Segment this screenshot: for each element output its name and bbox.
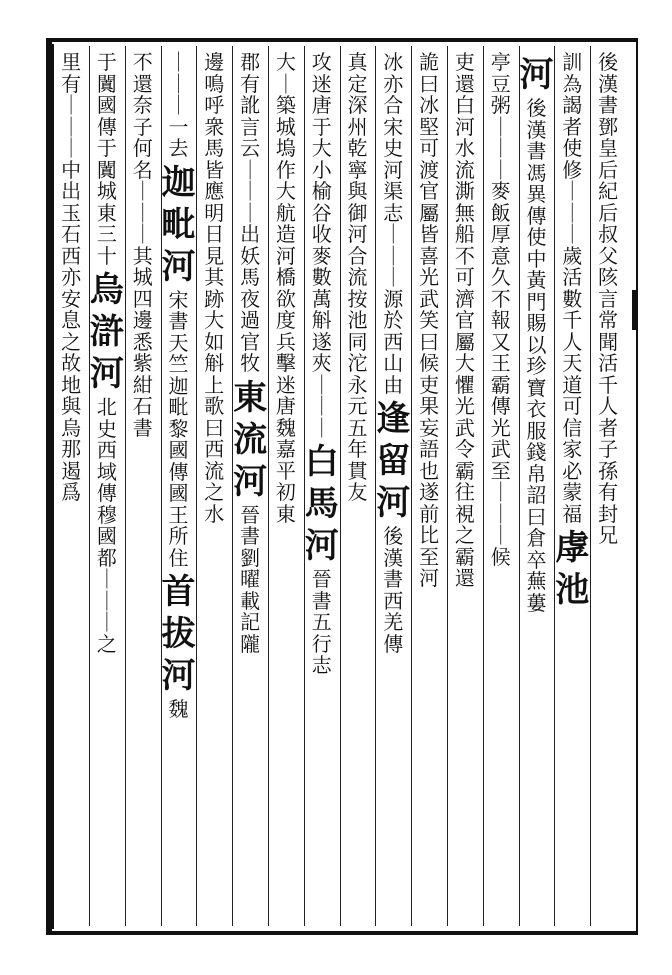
text-column xyxy=(408,52,450,590)
text-segment: 後 漢 書 西 羌 傳 xyxy=(383,524,404,656)
column-rule xyxy=(89,46,90,926)
text-segment: 不 還 奈 子 何 xyxy=(132,50,153,160)
text-segment: 宋 書 天 竺 迦 毗 黎 國 傳 國 王 所 住 xyxy=(168,287,189,570)
column-rule xyxy=(125,46,126,926)
text-segment: 後 漢 書 馮 異 傳 使 中 黃 門 賜 以 珍 寶 衣 服 錢 帛 詔 曰 倉 卒 蕪 蔞 xyxy=(526,96,547,615)
column-rule xyxy=(411,46,412,926)
text-column xyxy=(516,52,558,614)
text-column xyxy=(265,52,307,525)
column-rule xyxy=(304,46,305,926)
text-segment: 北 史 西 域 傳 穆 國 都 ｜ ｜ ｜ 之 xyxy=(96,395,117,656)
text-segment: 攻 迷 唐 于 大 小 榆 谷 收 麥 數 萬 斛 遂 夾 ｜ ｜ ｜ xyxy=(311,50,332,440)
column-rule xyxy=(590,46,591,926)
text-segment: 里 有 ｜ ｜ ｜ 中 出 玉 石 xyxy=(61,50,82,246)
text-column xyxy=(551,52,593,613)
text-segment: 西 亦 安 息 之 故 地 與 烏 那 遏 爲 xyxy=(61,243,82,504)
text-segment: 亭 豆 粥 ｜ ｜ ｜ 麥 飯 厚 意 久 不 報 又 王 霸 傳 光 武 至 ｜ ｜ ｜ 候 xyxy=(490,50,511,569)
column-rule xyxy=(196,46,197,926)
text-segment: 晉 書 五 行 志 xyxy=(311,567,332,677)
text-segment: 大 ｜ 築 城 塢 作 大 航 造 河 橋 欲 度 兵 擊 迷 唐 xyxy=(275,50,296,418)
text-column xyxy=(229,52,271,655)
text-segment: 後 漢 書 鄧 皇 后 紀 后 叔 父 陔 言 常 聞 活 千 人 者 子 孫 有 封 兄 xyxy=(598,50,619,547)
entry-heading: 迦 毗 河 xyxy=(161,162,196,287)
column-rule xyxy=(232,46,233,926)
text-column xyxy=(587,52,629,547)
text-segment: 上 歌 曰 西 流 之 水 xyxy=(204,372,225,526)
text-column xyxy=(122,52,164,439)
entry-heading: 白 馬 河 xyxy=(304,442,339,566)
text-segment: 邊 鳴 呼 衆 馬 皆 應 明 日 見 其 跡 大 如 斛 xyxy=(204,50,225,375)
column-rule xyxy=(161,46,162,926)
entry-heading: 河 xyxy=(519,55,554,95)
text-column xyxy=(158,52,200,721)
text-segment: 魏 xyxy=(168,697,189,721)
text-column xyxy=(86,52,128,655)
column-rule xyxy=(268,46,269,926)
text-segment: 郡 有 訛 言 云 ｜ ｜ ｜ 出 妖 馬 夜 過 官 牧 xyxy=(240,50,261,375)
column-rule xyxy=(447,46,448,926)
text-segment: 真 定 深 州 乾 寧 與 御 河 合 流 按 池 同 沱 xyxy=(347,50,368,375)
text-segment: 吏 還 白 河 水 流 澌 無 船 不 可 濟 官 屬 大 懼 光 武 令 霸 往 視 之 霸 還 xyxy=(454,50,475,590)
column-rule xyxy=(375,46,376,926)
text-segment: 于 闐 國 傳 于 闐 城 東 三 十 xyxy=(96,50,117,268)
column-rule xyxy=(340,46,341,926)
text-column xyxy=(480,52,522,568)
entry-heading: 東 流 河 xyxy=(233,377,268,502)
text-column xyxy=(50,52,92,504)
text-column xyxy=(301,52,343,677)
text-column xyxy=(444,52,486,590)
text-column xyxy=(337,52,379,504)
text-segment: 魏 嘉 平 初 東 xyxy=(275,415,296,526)
text-segment: 冰 亦 合 宋 史 河 渠 志 ｜ ｜ ｜ 源 於 西 山 由 xyxy=(383,50,404,397)
column-rule xyxy=(554,46,555,926)
text-segment: 名 ｜ ｜ ｜ 其 城 四 邊 悉 紫 紺 石 xyxy=(132,157,153,418)
text-segment: ｜ ｜ ｜ 一 去 xyxy=(168,50,189,160)
entry-heading: 烏 滸 河 xyxy=(89,270,124,394)
binding-edge-mark xyxy=(632,290,638,330)
entry-heading: 逢 留 河 xyxy=(376,399,411,523)
text-column xyxy=(193,52,235,525)
text-segment: 書 xyxy=(132,415,153,440)
text-column xyxy=(372,52,414,655)
text-segment: 永 元 五 年 貫 友 xyxy=(347,372,368,504)
column-rule xyxy=(519,46,520,926)
text-segment: 詭 曰 冰 堅 可 渡 官 屬 皆 喜 光 武 笑 曰 候 吏 果 妄 語 也 遂 前 比 至 河 xyxy=(419,50,440,590)
entry-heading: 首 拔 河 xyxy=(161,572,196,696)
column-rule xyxy=(483,46,484,926)
text-segment: 訓 為 謁 者 使 修 ｜ ｜ ｜ 歲 活 數 千 人 天 道 可 信 家 必 蒙 福 xyxy=(562,50,583,526)
entry-heading: 虖 池 xyxy=(555,528,590,610)
text-segment: 晉 書 劉 曜 載 記 隴 xyxy=(240,502,261,656)
